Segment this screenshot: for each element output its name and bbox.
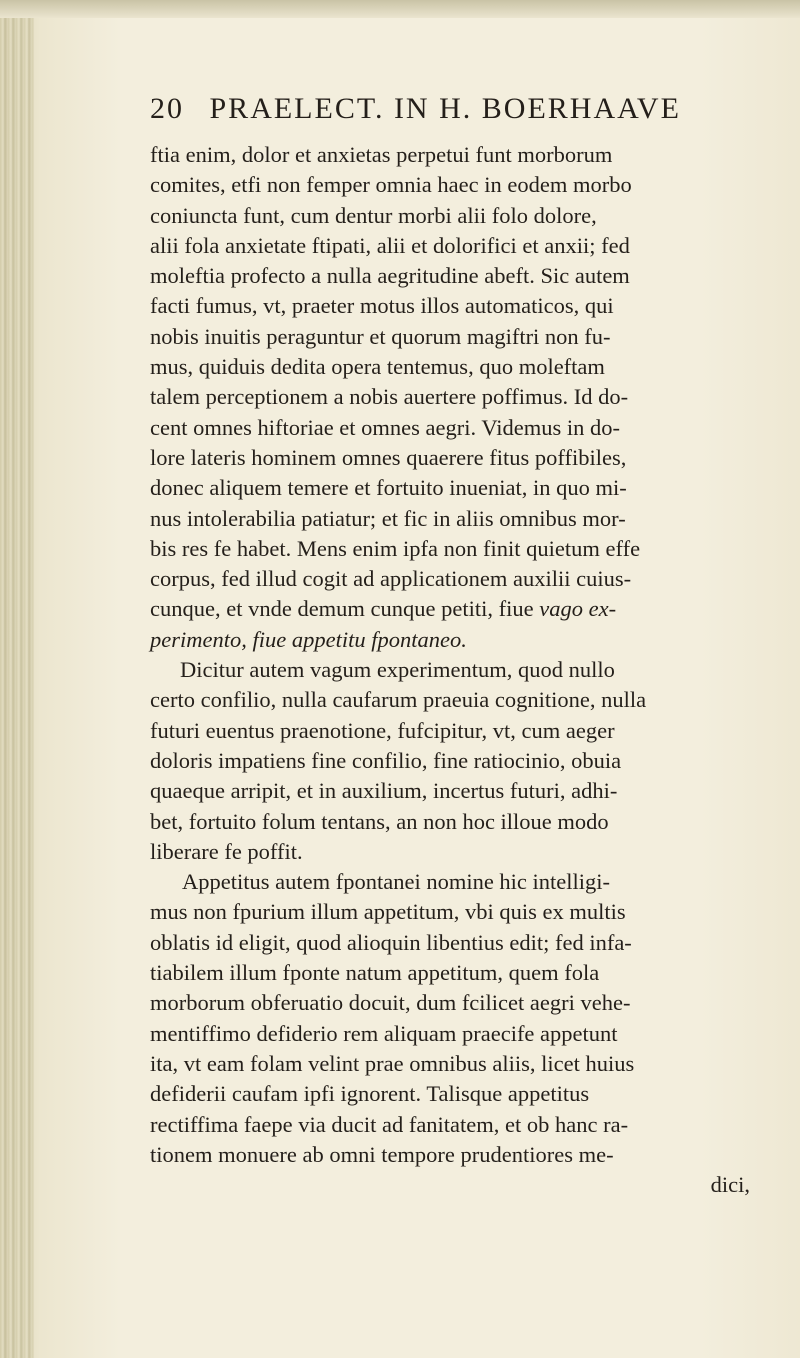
text-line: nus intolerabilia patiatur; et fic in aliis omnibus mor- (150, 505, 626, 531)
body-text (150, 140, 760, 1200)
text-line: bet, fortuito folum tentans, an non hoc illoue modo (150, 808, 609, 834)
text-line: alii fola anxietate ftipati, alii et dolorifici et anxii; fed (150, 232, 630, 258)
page-top-edge (0, 0, 800, 18)
text-line: lore lateris hominem omnes quaerere fitus poffibiles, (150, 444, 627, 470)
text-line: bis res fe habet. Mens enim ipfa non finit quietum effe (150, 535, 641, 561)
text-line: doloris impatiens fine confilio, fine ratiocinio, obuia (150, 747, 622, 773)
text-line: quaeque arripit, et in auxilium, incertus futuri, adhi- (150, 778, 618, 804)
text-line: morborum obferuatio docuit, dum fcilicet aegri vehe- (150, 990, 631, 1016)
page-number: 20 (150, 92, 184, 125)
paragraph-first-line: Appetitus autem fpontanei nomine hic intelligi- (182, 869, 611, 895)
text-line: certo confilio, nulla caufarum praeuia cognitione, nulla (150, 687, 647, 713)
text-line: talem perceptionem a nobis auertere poffimus. Id do- (150, 384, 629, 410)
catchword: dici, (710, 1172, 750, 1198)
text-line: nobis inuitis peraguntur et quorum magiftri non fu- (150, 323, 611, 349)
text-line: mentiffimo defiderio rem aliquam praecife appetunt (150, 1020, 618, 1046)
running-title: PRAELECT. IN H. BOERHAAVE (209, 92, 681, 125)
text-line: defiderii caufam ipfi ignorent. Talisque appetitus (150, 1081, 590, 1107)
text-line: tionem monuere ab omni tempore prudentiores me- (150, 1141, 614, 1167)
text-line: coniuncta funt, cum dentur morbi alii folo dolore, (150, 202, 597, 228)
italic-fragment: vago ex- (539, 596, 617, 622)
running-header (150, 92, 750, 132)
text-line: facti fumus, vt, praeter motus illos automaticos, qui (150, 293, 614, 319)
text-line: futuri euentus praenotione, fufcipitur, vt, cum aeger (150, 717, 615, 743)
italic-line: perimento, fiue appetitu fpontaneo. (150, 626, 467, 652)
text-line: tiabilem illum fponte natum appetitum, quem fola (150, 960, 600, 986)
text-line: mus, quiduis dedita opera tentemus, quo moleftam (150, 354, 605, 380)
text-line: moleftia profecto a nulla aegritudine abeft. Sic autem (150, 263, 630, 289)
text-line: corpus, fed illud cogit ad applicationem auxilii cuius- (150, 566, 632, 592)
text-line: donec aliquem temere et fortuito inueniat, in quo mi- (150, 475, 627, 501)
binding-gutter (0, 0, 34, 1358)
paragraph-first-line: Dicitur autem vagum experimentum, quod nullo (180, 657, 615, 683)
text-line: comites, etfi non femper omnia haec in eodem morbo (150, 172, 632, 198)
text-fragment: cunque, et vnde demum cunque petiti, fiue (150, 596, 534, 622)
text-line: ftia enim, dolor et anxietas perpetui funt morborum (150, 142, 613, 167)
text-line: oblatis id eligit, quod alioquin libentius edit; fed infa- (150, 929, 632, 955)
text-line: ita, vt eam folam velint prae omnibus aliis, licet huius (150, 1050, 635, 1076)
text-line (150, 594, 760, 624)
text-line: rectiffima faepe via ducit ad fanitatem, et ob hanc ra- (150, 1111, 629, 1137)
text-line: cent omnes hiftoriae et omnes aegri. Videmus in do- (150, 414, 620, 440)
text-line: liberare fe poffit. (150, 838, 303, 864)
text-line: mus non fpurium illum appetitum, vbi quis ex multis (150, 899, 626, 925)
